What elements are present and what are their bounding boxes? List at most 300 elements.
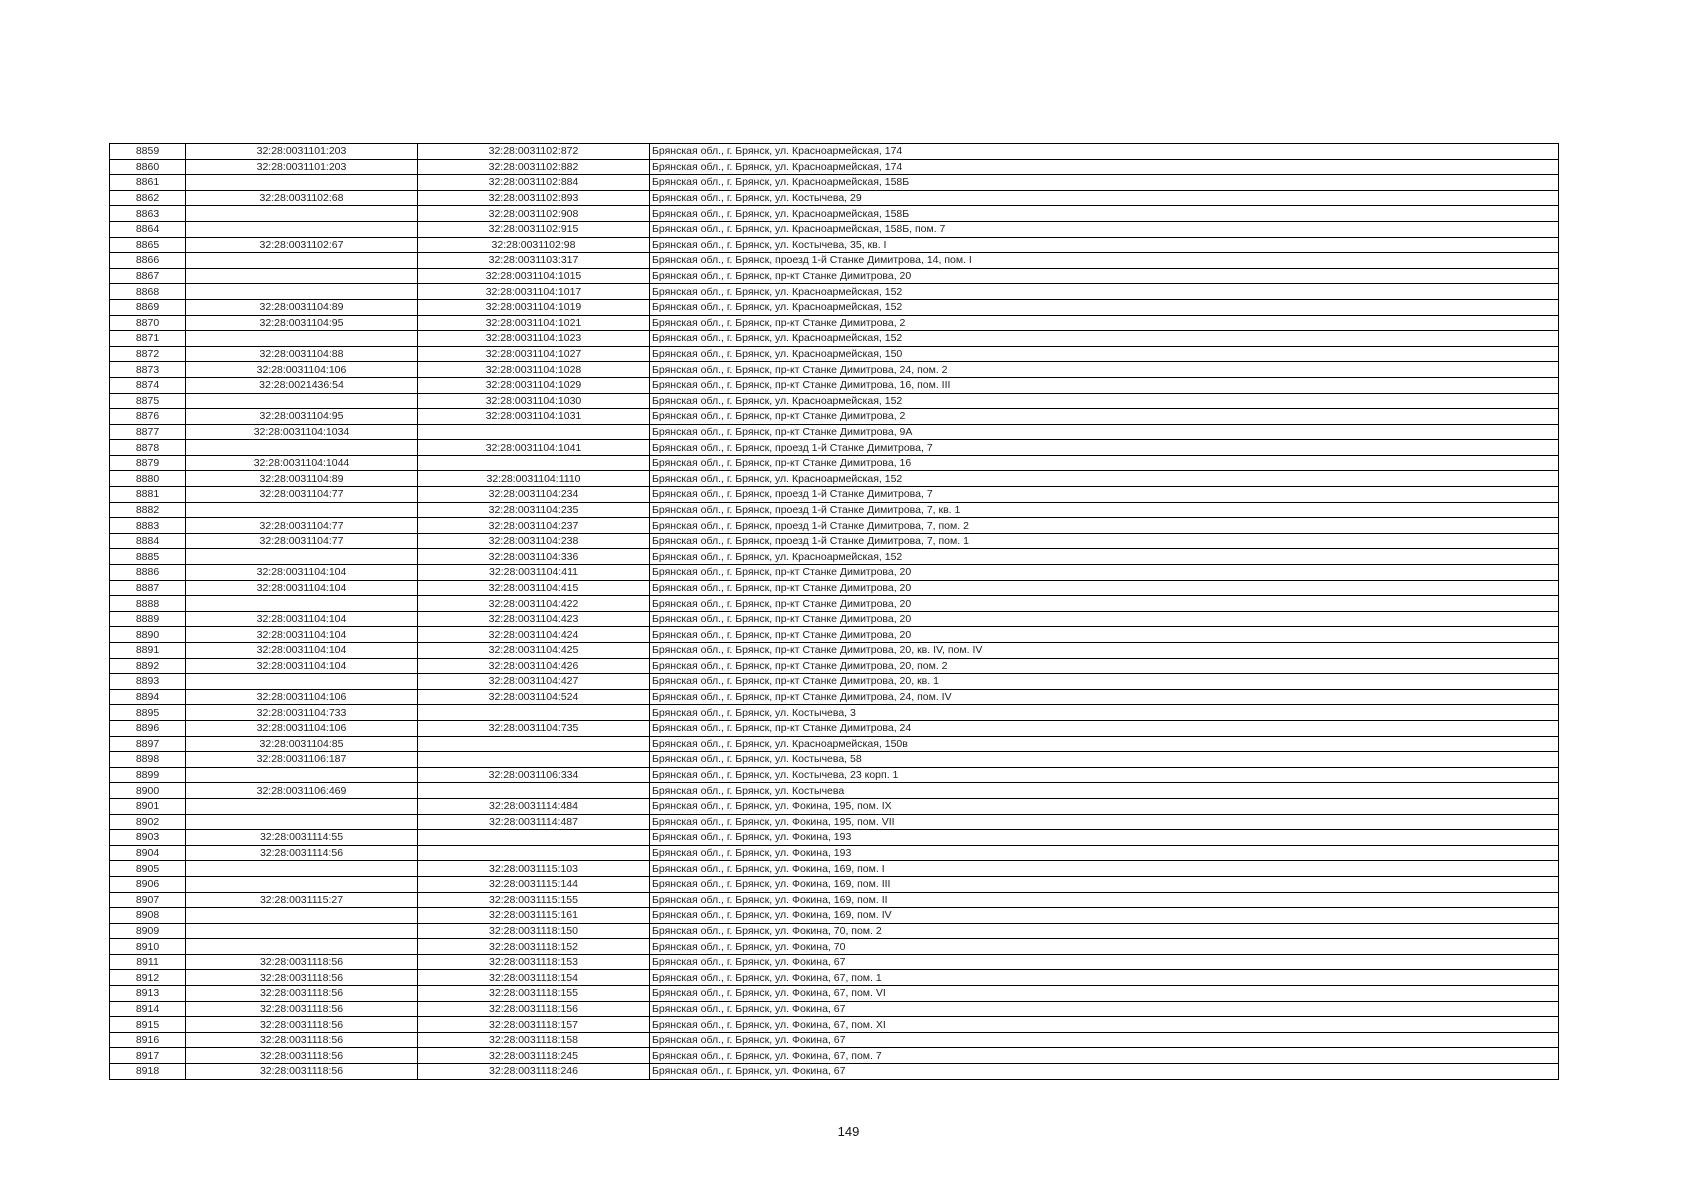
parcel-cadastral-number: [186, 440, 418, 456]
object-cadastral-number: 32:28:0031104:235: [418, 502, 650, 518]
parcel-cadastral-number: 32:28:0031118:56: [186, 970, 418, 986]
object-cadastral-number: 32:28:0031118:154: [418, 970, 650, 986]
row-number: 8903: [110, 830, 186, 846]
table-row: [110, 565, 1559, 581]
parcel-cadastral-number: [186, 284, 418, 300]
object-cadastral-number: 32:28:0031114:484: [418, 798, 650, 814]
object-cadastral-number: 32:28:0031102:98: [418, 237, 650, 253]
parcel-cadastral-number: 32:28:0031102:67: [186, 237, 418, 253]
parcel-cadastral-number: [186, 674, 418, 690]
row-number: 8889: [110, 611, 186, 627]
table-row: [110, 206, 1559, 222]
row-number: 8902: [110, 814, 186, 830]
table-row: [110, 190, 1559, 206]
address: Брянская обл., г. Брянск, ул. Фокина, 195, пом. IX: [650, 798, 1559, 814]
row-number: 8905: [110, 861, 186, 877]
parcel-cadastral-number: 32:28:0031104:104: [186, 627, 418, 643]
parcel-cadastral-number: [186, 767, 418, 783]
address: Брянская обл., г. Брянск, ул. Красноармейская, 152: [650, 299, 1559, 315]
address: Брянская обл., г. Брянск, пр-кт Станке Димитрова, 16: [650, 455, 1559, 471]
parcel-cadastral-number: 32:28:0031118:56: [186, 1048, 418, 1064]
parcel-cadastral-number: 32:28:0031104:733: [186, 705, 418, 721]
address: Брянская обл., г. Брянск, ул. Фокина, 67: [650, 1001, 1559, 1017]
row-number: 8864: [110, 221, 186, 237]
parcel-cadastral-number: [186, 861, 418, 877]
parcel-cadastral-number: [186, 549, 418, 565]
table-row: [110, 705, 1559, 721]
parcel-cadastral-number: 32:28:0031118:56: [186, 986, 418, 1002]
object-cadastral-number: 32:28:0031102:893: [418, 190, 650, 206]
address: Брянская обл., г. Брянск, пр-кт Станке Димитрова, 2: [650, 409, 1559, 425]
table-row: [110, 1064, 1559, 1080]
address: Брянская обл., г. Брянск, ул. Красноармейская, 152: [650, 471, 1559, 487]
object-cadastral-number: 32:28:0031104:1030: [418, 393, 650, 409]
row-number: 8870: [110, 315, 186, 331]
table-row: [110, 331, 1559, 347]
table-row: [110, 518, 1559, 534]
row-number: 8884: [110, 533, 186, 549]
table-row: [110, 580, 1559, 596]
row-number: 8908: [110, 908, 186, 924]
parcel-cadastral-number: 32:28:0031104:106: [186, 362, 418, 378]
table-row: [110, 549, 1559, 565]
parcel-cadastral-number: 32:28:0031102:68: [186, 190, 418, 206]
address: Брянская обл., г. Брянск, ул. Фокина, 169, пом. I: [650, 861, 1559, 877]
object-cadastral-number: 32:28:0031104:1041: [418, 440, 650, 456]
parcel-cadastral-number: [186, 221, 418, 237]
parcel-cadastral-number: 32:28:0031118:56: [186, 1017, 418, 1033]
address: Брянская обл., г. Брянск, пр-кт Станке Димитрова, 20, кв. IV, пом. IV: [650, 643, 1559, 659]
parcel-cadastral-number: 32:28:0031104:88: [186, 346, 418, 362]
row-number: 8860: [110, 159, 186, 175]
row-number: 8869: [110, 299, 186, 315]
row-number: 8896: [110, 720, 186, 736]
object-cadastral-number: 32:28:0031104:411: [418, 565, 650, 581]
object-cadastral-number: 32:28:0031104:735: [418, 720, 650, 736]
parcel-cadastral-number: 32:28:0031114:56: [186, 845, 418, 861]
address: Брянская обл., г. Брянск, пр-кт Станке Димитрова, 24: [650, 720, 1559, 736]
parcel-cadastral-number: 32:28:0031118:56: [186, 1064, 418, 1080]
row-number: 8885: [110, 549, 186, 565]
table-row: [110, 752, 1559, 768]
object-cadastral-number: 32:28:0031102:872: [418, 144, 650, 160]
object-cadastral-number: [418, 455, 650, 471]
table-row: [110, 237, 1559, 253]
table-row: [110, 954, 1559, 970]
address: Брянская обл., г. Брянск, ул. Костычева, 29: [650, 190, 1559, 206]
row-number: 8878: [110, 440, 186, 456]
object-cadastral-number: 32:28:0031118:150: [418, 923, 650, 939]
address: Брянская обл., г. Брянск, пр-кт Станке Димитрова, 24, пом. 2: [650, 362, 1559, 378]
row-number: 8881: [110, 487, 186, 503]
row-number: 8898: [110, 752, 186, 768]
parcel-cadastral-number: [186, 923, 418, 939]
object-cadastral-number: 32:28:0031104:1023: [418, 331, 650, 347]
table-row: [110, 798, 1559, 814]
row-number: 8877: [110, 424, 186, 440]
object-cadastral-number: 32:28:0031102:915: [418, 221, 650, 237]
parcel-cadastral-number: 32:28:0031104:104: [186, 643, 418, 659]
row-number: 8906: [110, 876, 186, 892]
row-number: 8901: [110, 798, 186, 814]
parcel-cadastral-number: 32:28:0031104:106: [186, 720, 418, 736]
address: Брянская обл., г. Брянск, ул. Фокина, 67, пом. XI: [650, 1017, 1559, 1033]
object-cadastral-number: 32:28:0031104:1027: [418, 346, 650, 362]
object-cadastral-number: [418, 736, 650, 752]
table-row: [110, 845, 1559, 861]
row-number: 8892: [110, 658, 186, 674]
object-cadastral-number: 32:28:0031115:103: [418, 861, 650, 877]
row-number: 8900: [110, 783, 186, 799]
parcel-cadastral-number: 32:28:0031106:469: [186, 783, 418, 799]
object-cadastral-number: 32:28:0031118:246: [418, 1064, 650, 1080]
row-number: 8907: [110, 892, 186, 908]
table-row: [110, 409, 1559, 425]
table-row: [110, 611, 1559, 627]
address: Брянская обл., г. Брянск, ул. Красноармейская, 152: [650, 284, 1559, 300]
object-cadastral-number: 32:28:0031104:1031: [418, 409, 650, 425]
parcel-cadastral-number: 32:28:0031104:1044: [186, 455, 418, 471]
address: Брянская обл., г. Брянск, ул. Красноармейская, 158Б: [650, 175, 1559, 191]
row-number: 8876: [110, 409, 186, 425]
object-cadastral-number: 32:28:0031102:884: [418, 175, 650, 191]
address: Брянская обл., г. Брянск, ул. Красноармейская, 150: [650, 346, 1559, 362]
address: Брянская обл., г. Брянск, ул. Красноармейская, 152: [650, 393, 1559, 409]
parcel-cadastral-number: [186, 814, 418, 830]
parcel-cadastral-number: [186, 268, 418, 284]
row-number: 8890: [110, 627, 186, 643]
address: Брянская обл., г. Брянск, пр-кт Станке Димитрова, 20, пом. 2: [650, 658, 1559, 674]
parcel-cadastral-number: 32:28:0031104:104: [186, 658, 418, 674]
parcel-cadastral-number: 32:28:0031104:104: [186, 565, 418, 581]
address: Брянская обл., г. Брянск, пр-кт Станке Димитрова, 20: [650, 268, 1559, 284]
row-number: 8911: [110, 954, 186, 970]
object-cadastral-number: 32:28:0031118:156: [418, 1001, 650, 1017]
object-cadastral-number: 32:28:0031104:425: [418, 643, 650, 659]
table-row: [110, 487, 1559, 503]
row-number: 8895: [110, 705, 186, 721]
parcel-cadastral-number: [186, 939, 418, 955]
parcel-cadastral-number: [186, 331, 418, 347]
row-number: 8873: [110, 362, 186, 378]
object-cadastral-number: 32:28:0031118:155: [418, 986, 650, 1002]
object-cadastral-number: 32:28:0031104:1021: [418, 315, 650, 331]
table-row: [110, 284, 1559, 300]
row-number: 8912: [110, 970, 186, 986]
row-number: 8899: [110, 767, 186, 783]
parcel-cadastral-number: [186, 908, 418, 924]
address: Брянская обл., г. Брянск, пр-кт Станке Димитрова, 20: [650, 565, 1559, 581]
object-cadastral-number: 32:28:0031104:424: [418, 627, 650, 643]
object-cadastral-number: 32:28:0031104:415: [418, 580, 650, 596]
object-cadastral-number: 32:28:0031106:334: [418, 767, 650, 783]
table-row: [110, 689, 1559, 705]
address: Брянская обл., г. Брянск, пр-кт Станке Димитрова, 20: [650, 596, 1559, 612]
table-row: [110, 346, 1559, 362]
table-row: [110, 533, 1559, 549]
object-cadastral-number: 32:28:0031104:423: [418, 611, 650, 627]
parcel-cadastral-number: [186, 393, 418, 409]
table-row: [110, 299, 1559, 315]
object-cadastral-number: 32:28:0031104:1015: [418, 268, 650, 284]
table-row: [110, 986, 1559, 1002]
parcel-cadastral-number: [186, 876, 418, 892]
row-number: 8910: [110, 939, 186, 955]
parcel-cadastral-number: 32:28:0031118:56: [186, 1001, 418, 1017]
row-number: 8861: [110, 175, 186, 191]
row-number: 8875: [110, 393, 186, 409]
table-row: [110, 393, 1559, 409]
address: Брянская обл., г. Брянск, ул. Костычева, 23 корп. 1: [650, 767, 1559, 783]
object-cadastral-number: 32:28:0031104:1110: [418, 471, 650, 487]
table-row: [110, 253, 1559, 269]
address: Брянская обл., г. Брянск, ул. Фокина, 195, пом. VII: [650, 814, 1559, 830]
object-cadastral-number: 32:28:0031104:1017: [418, 284, 650, 300]
address: Брянская обл., г. Брянск, проезд 1-й Станке Димитрова, 7, кв. 1: [650, 502, 1559, 518]
object-cadastral-number: 32:28:0031104:427: [418, 674, 650, 690]
parcel-cadastral-number: 32:28:0031118:56: [186, 954, 418, 970]
address: Брянская обл., г. Брянск, проезд 1-й Станке Димитрова, 7, пом. 1: [650, 533, 1559, 549]
address: Брянская обл., г. Брянск, ул. Красноармейская, 152: [650, 549, 1559, 565]
table-row: [110, 627, 1559, 643]
table-row: [110, 1032, 1559, 1048]
table-row: [110, 1017, 1559, 1033]
object-cadastral-number: 32:28:0031102:908: [418, 206, 650, 222]
row-number: 8862: [110, 190, 186, 206]
table-row: [110, 923, 1559, 939]
table-row: [110, 159, 1559, 175]
parcel-cadastral-number: [186, 253, 418, 269]
row-number: 8880: [110, 471, 186, 487]
object-cadastral-number: [418, 424, 650, 440]
address: Брянская обл., г. Брянск, ул. Фокина, 67: [650, 1064, 1559, 1080]
table-row: [110, 502, 1559, 518]
table-row: [110, 814, 1559, 830]
address: Брянская обл., г. Брянск, пр-кт Станке Димитрова, 20, кв. 1: [650, 674, 1559, 690]
object-cadastral-number: [418, 830, 650, 846]
parcel-cadastral-number: 32:28:0031104:89: [186, 471, 418, 487]
parcel-cadastral-number: 32:28:0031104:77: [186, 487, 418, 503]
address: Брянская обл., г. Брянск, ул. Костычева: [650, 783, 1559, 799]
table-row: [110, 736, 1559, 752]
table-row: [110, 767, 1559, 783]
table-row: [110, 892, 1559, 908]
parcel-cadastral-number: 32:28:0031115:27: [186, 892, 418, 908]
address: Брянская обл., г. Брянск, пр-кт Станке Димитрова, 24, пом. IV: [650, 689, 1559, 705]
registry-body: [110, 144, 1559, 1080]
table-row: [110, 720, 1559, 736]
table-row: [110, 970, 1559, 986]
address: Брянская обл., г. Брянск, ул. Красноармейская, 174: [650, 159, 1559, 175]
address: Брянская обл., г. Брянск, ул. Красноармейская, 152: [650, 331, 1559, 347]
parcel-cadastral-number: 32:28:0031104:89: [186, 299, 418, 315]
row-number: 8893: [110, 674, 186, 690]
table-row: [110, 876, 1559, 892]
parcel-cadastral-number: 32:28:0031101:203: [186, 159, 418, 175]
table-row: [110, 424, 1559, 440]
row-number: 8866: [110, 253, 186, 269]
page-number: 149: [837, 1124, 860, 1139]
parcel-cadastral-number: 32:28:0031104:85: [186, 736, 418, 752]
row-number: 8868: [110, 284, 186, 300]
table-row: [110, 643, 1559, 659]
address: Брянская обл., г. Брянск, ул. Красноармейская, 150в: [650, 736, 1559, 752]
table-row: [110, 1048, 1559, 1064]
address: Брянская обл., г. Брянск, ул. Фокина, 169, пом. IV: [650, 908, 1559, 924]
row-number: 8914: [110, 1001, 186, 1017]
object-cadastral-number: 32:28:0031115:144: [418, 876, 650, 892]
address: Брянская обл., г. Брянск, ул. Костычева, 35, кв. I: [650, 237, 1559, 253]
object-cadastral-number: 32:28:0031118:153: [418, 954, 650, 970]
address: Брянская обл., г. Брянск, пр-кт Станке Димитрова, 9А: [650, 424, 1559, 440]
object-cadastral-number: 32:28:0031118:245: [418, 1048, 650, 1064]
parcel-cadastral-number: 32:28:0031104:106: [186, 689, 418, 705]
address: Брянская обл., г. Брянск, ул. Красноармейская, 174: [650, 144, 1559, 160]
parcel-cadastral-number: [186, 798, 418, 814]
object-cadastral-number: 32:28:0031104:1019: [418, 299, 650, 315]
parcel-cadastral-number: 32:28:0031104:77: [186, 533, 418, 549]
object-cadastral-number: 32:28:0031103:317: [418, 253, 650, 269]
object-cadastral-number: 32:28:0031104:1029: [418, 377, 650, 393]
address: Брянская обл., г. Брянск, ул. Костычева, 58: [650, 752, 1559, 768]
address: Брянская обл., г. Брянск, ул. Фокина, 169, пом. III: [650, 876, 1559, 892]
row-number: 8904: [110, 845, 186, 861]
parcel-cadastral-number: 32:28:0021436:54: [186, 377, 418, 393]
table-row: [110, 440, 1559, 456]
row-number: 8882: [110, 502, 186, 518]
row-number: 8916: [110, 1032, 186, 1048]
table-row: [110, 221, 1559, 237]
row-number: 8913: [110, 986, 186, 1002]
address: Брянская обл., г. Брянск, ул. Фокина, 67, пом. VI: [650, 986, 1559, 1002]
parcel-cadastral-number: 32:28:0031106:187: [186, 752, 418, 768]
object-cadastral-number: [418, 705, 650, 721]
table-row: [110, 861, 1559, 877]
row-number: 8917: [110, 1048, 186, 1064]
object-cadastral-number: 32:28:0031118:152: [418, 939, 650, 955]
object-cadastral-number: 32:28:0031104:1028: [418, 362, 650, 378]
address: Брянская обл., г. Брянск, ул. Фокина, 193: [650, 830, 1559, 846]
row-number: 8865: [110, 237, 186, 253]
address: Брянская обл., г. Брянск, ул. Костычева, 3: [650, 705, 1559, 721]
table-row: [110, 455, 1559, 471]
row-number: 8879: [110, 455, 186, 471]
object-cadastral-number: [418, 752, 650, 768]
object-cadastral-number: 32:28:0031104:237: [418, 518, 650, 534]
row-number: 8909: [110, 923, 186, 939]
parcel-cadastral-number: [186, 206, 418, 222]
row-number: 8894: [110, 689, 186, 705]
address: Брянская обл., г. Брянск, проезд 1-й Станке Димитрова, 7, пом. 2: [650, 518, 1559, 534]
address: Брянская обл., г. Брянск, ул. Фокина, 70, пом. 2: [650, 923, 1559, 939]
table-row: [110, 908, 1559, 924]
address: Брянская обл., г. Брянск, пр-кт Станке Димитрова, 20: [650, 627, 1559, 643]
row-number: 8872: [110, 346, 186, 362]
parcel-cadastral-number: [186, 596, 418, 612]
address: Брянская обл., г. Брянск, ул. Фокина, 70: [650, 939, 1559, 955]
row-number: 8883: [110, 518, 186, 534]
address: Брянская обл., г. Брянск, ул. Фокина, 67: [650, 1032, 1559, 1048]
parcel-cadastral-number: [186, 502, 418, 518]
address: Брянская обл., г. Брянск, проезд 1-й Станке Димитрова, 14, пом. I: [650, 253, 1559, 269]
parcel-cadastral-number: 32:28:0031114:55: [186, 830, 418, 846]
parcel-cadastral-number: 32:28:0031101:203: [186, 144, 418, 160]
table-row: [110, 783, 1559, 799]
table-row: [110, 362, 1559, 378]
parcel-cadastral-number: 32:28:0031104:77: [186, 518, 418, 534]
address: Брянская обл., г. Брянск, ул. Фокина, 67, пом. 7: [650, 1048, 1559, 1064]
object-cadastral-number: [418, 783, 650, 799]
table-row: [110, 596, 1559, 612]
table-row: [110, 939, 1559, 955]
object-cadastral-number: 32:28:0031118:158: [418, 1032, 650, 1048]
object-cadastral-number: 32:28:0031104:336: [418, 549, 650, 565]
parcel-cadastral-number: 32:28:0031104:95: [186, 409, 418, 425]
table-row: [110, 830, 1559, 846]
row-number: 8867: [110, 268, 186, 284]
table-row: [110, 315, 1559, 331]
table-row: [110, 377, 1559, 393]
object-cadastral-number: 32:28:0031104:238: [418, 533, 650, 549]
address: Брянская обл., г. Брянск, проезд 1-й Станке Димитрова, 7: [650, 440, 1559, 456]
row-number: 8871: [110, 331, 186, 347]
table-row: [110, 268, 1559, 284]
object-cadastral-number: 32:28:0031104:422: [418, 596, 650, 612]
table-row: [110, 674, 1559, 690]
row-number: 8863: [110, 206, 186, 222]
object-cadastral-number: 32:28:0031115:161: [418, 908, 650, 924]
row-number: 8918: [110, 1064, 186, 1080]
row-number: 8888: [110, 596, 186, 612]
parcel-cadastral-number: 32:28:0031104:104: [186, 580, 418, 596]
address: Брянская обл., г. Брянск, ул. Фокина, 67, пом. 1: [650, 970, 1559, 986]
row-number: 8859: [110, 144, 186, 160]
row-number: 8897: [110, 736, 186, 752]
address: Брянская обл., г. Брянск, ул. Фокина, 193: [650, 845, 1559, 861]
address: Брянская обл., г. Брянск, ул. Фокина, 169, пом. II: [650, 892, 1559, 908]
address: Брянская обл., г. Брянск, пр-кт Станке Димитрова, 20: [650, 580, 1559, 596]
object-cadastral-number: 32:28:0031104:524: [418, 689, 650, 705]
table-row: [110, 1001, 1559, 1017]
address: Брянская обл., г. Брянск, проезд 1-й Станке Димитрова, 7: [650, 487, 1559, 503]
object-cadastral-number: 32:28:0031104:426: [418, 658, 650, 674]
table-row: [110, 471, 1559, 487]
parcel-cadastral-number: 32:28:0031118:56: [186, 1032, 418, 1048]
address: Брянская обл., г. Брянск, ул. Красноармейская, 158Б: [650, 206, 1559, 222]
object-cadastral-number: [418, 845, 650, 861]
object-cadastral-number: 32:28:0031115:155: [418, 892, 650, 908]
row-number: 8915: [110, 1017, 186, 1033]
parcel-cadastral-number: 32:28:0031104:1034: [186, 424, 418, 440]
address: Брянская обл., г. Брянск, пр-кт Станке Димитрова, 20: [650, 611, 1559, 627]
parcel-cadastral-number: [186, 175, 418, 191]
object-cadastral-number: 32:28:0031102:882: [418, 159, 650, 175]
table-row: [110, 144, 1559, 160]
row-number: 8891: [110, 643, 186, 659]
object-cadastral-number: 32:28:0031118:157: [418, 1017, 650, 1033]
row-number: 8887: [110, 580, 186, 596]
address: Брянская обл., г. Брянск, ул. Фокина, 67: [650, 954, 1559, 970]
registry-table: [109, 143, 1559, 1080]
table-row: [110, 175, 1559, 191]
parcel-cadastral-number: 32:28:0031104:104: [186, 611, 418, 627]
table-row: [110, 658, 1559, 674]
address: Брянская обл., г. Брянск, ул. Красноармейская, 158Б, пом. 7: [650, 221, 1559, 237]
object-cadastral-number: 32:28:0031114:487: [418, 814, 650, 830]
row-number: 8886: [110, 565, 186, 581]
parcel-cadastral-number: 32:28:0031104:95: [186, 315, 418, 331]
object-cadastral-number: 32:28:0031104:234: [418, 487, 650, 503]
